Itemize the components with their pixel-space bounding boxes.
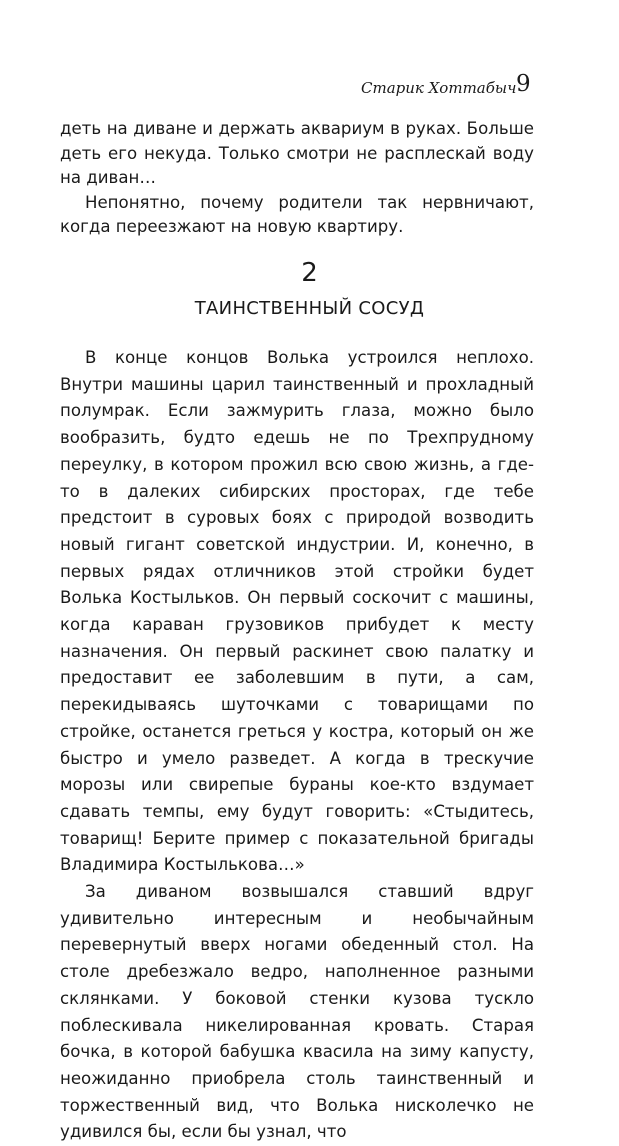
chapter-body-text — [60, 345, 534, 1146]
running-header-title: Старик Хоттабыч — [361, 79, 517, 97]
page-number: 9 — [516, 71, 531, 97]
paragraph: За диваном возвышался ставший вдруг удивительно интересным и необычайным перевернутый вверх ногами обеденный стол. На столе дребезжало ведро, наполненное разными склянками. У боковой стенки кузова тускло поблескивала никелированная кровать. Старая бочка, в которой бабушка квасила на зиму капусту, неожиданно приобрела столь таинственный и торжественный вид, что Волька нисколечко не удивился бы, если бы узнал, что — [60, 882, 534, 1142]
chapter-title: ТАИНСТВЕННЫЙ СОСУД — [194, 298, 425, 319]
chapter-number: 2 — [301, 258, 318, 288]
paragraph: деть на диване и держать аквариум в руках. Больше деть его некуда. Только смотри не расплескай воду на диван… — [60, 119, 534, 187]
paragraph: Непонятно, почему родители так нервничают, когда переезжают на новую квартиру. — [60, 192, 534, 236]
previous-chapter-text — [60, 117, 534, 240]
paragraph: В конце концов Волька устроился неплохо. Внутри машины царил таинственный и прохладный полумрак. Если зажмурить глаза, можно было вообразить, будто едешь не по Трехпрудному переулку, в котором прожил всю свою жизнь, а где-то в далеких сибирских просторах, где тебе предстоит в суровых боях с природой возводить новый гигант советской индустрии. И, конечно, в первых рядах отличников этой стройки будет Волька Костыльков. Он первый соскочит с машины, когда караван грузовиков прибудет к месту назначения. Он первый раскинет свою палатку и предоставит ее заболевшим в пути, а сам, перекидываясь шуточками с товарищами по стройке, останется греться у костра, который он же быстро и умело разведет. А когда в трескучие морозы или свирепые бураны кое-кто вздумает сдавать темпы, ему будут говорить: «Стыдитесь, товарищ! Берите пример с показательной бригады Владимира Костылькова…» — [60, 348, 534, 875]
